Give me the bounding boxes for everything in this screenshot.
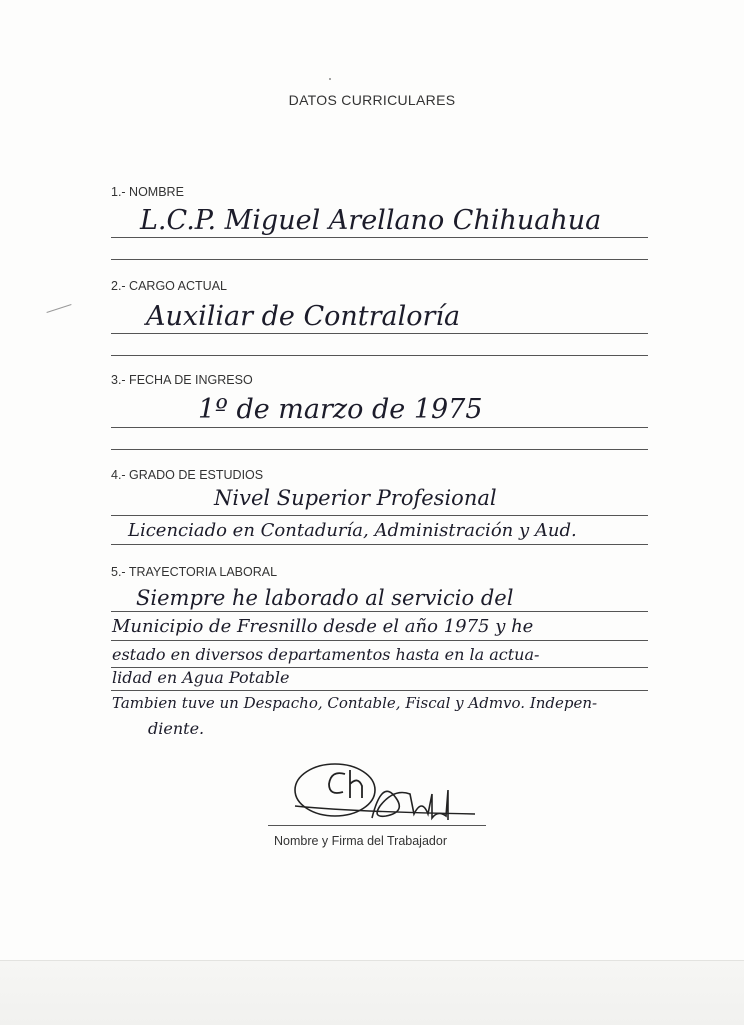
trayectoria-line-3: estado en diversos departamentos hasta en la actua- [112, 645, 540, 664]
trayectoria-line-1: Siempre he laborado al servicio del [136, 586, 514, 610]
fecha-value: 1º de marzo de 1975 [198, 394, 483, 425]
scan-speck [329, 78, 331, 80]
fecha-rule-2 [111, 449, 648, 450]
trayectoria-rule-1 [111, 611, 648, 612]
cargo-value: Auxiliar de Contraloría [146, 301, 461, 332]
nombre-label: 1.- NOMBRE [111, 185, 184, 199]
nombre-rule-2 [111, 259, 648, 260]
scan-bottom-edge [0, 960, 744, 1025]
trayectoria-line-6: diente. [148, 719, 205, 738]
trayectoria-label: 5.- TRAYECTORIA LABORAL [111, 565, 278, 579]
fecha-label: 3.- FECHA DE INGRESO [111, 373, 253, 387]
nombre-value: L.C.P. Miguel Arellano Chihuahua [140, 205, 602, 236]
trayectoria-line-5: Tambien tuve un Despacho, Contable, Fiscal y Admvo. Indepen- [112, 694, 598, 712]
signature [290, 760, 490, 830]
trayectoria-line-2: Municipio de Fresnillo desde el año 1975 y he [112, 616, 534, 637]
cargo-rule-2 [111, 355, 648, 356]
grado-rule-1 [111, 515, 648, 516]
document-title: DATOS CURRICULARES [288, 92, 456, 108]
nombre-rule-1 [111, 237, 648, 238]
grado-line-1: Nivel Superior Profesional [214, 486, 497, 510]
grado-line-2: Licenciado en Contaduría, Administración y Aud. [128, 520, 577, 541]
fecha-rule-1 [111, 427, 648, 428]
trayectoria-rule-4 [111, 690, 648, 691]
signature-scrawl-graphic [290, 760, 490, 830]
cargo-rule-1 [111, 333, 648, 334]
trayectoria-line-4: lidad en Agua Potable [112, 668, 290, 687]
signature-line [268, 825, 486, 826]
grado-label: 4.- GRADO DE ESTUDIOS [111, 468, 264, 482]
margin-mark [46, 304, 71, 313]
grado-rule-2 [111, 544, 648, 545]
signature-caption: Nombre y Firma del Trabajador [274, 834, 447, 848]
trayectoria-rule-2 [111, 640, 648, 641]
cargo-label: 2.- CARGO ACTUAL [111, 279, 227, 293]
